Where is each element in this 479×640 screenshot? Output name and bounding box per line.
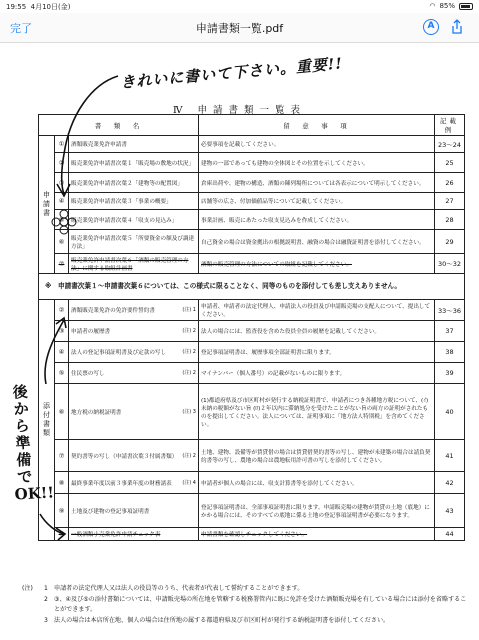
wifi-icon: ◠ [429, 2, 436, 10]
header-name: 書 類 名 [39, 115, 199, 136]
row-page: 23～24 [435, 136, 465, 153]
table-row [39, 153, 465, 173]
row-notes: 必要事項を記載してください。 [199, 136, 435, 153]
row-page: 38 [435, 342, 465, 363]
row-name: 酒類販売業免許の免許要件誓約書 (注) 1 [69, 300, 199, 321]
row-page: 40 [435, 384, 465, 440]
battery-percent: 85% [439, 2, 455, 10]
row-page: 33～36 [435, 300, 465, 321]
row-number: ⑥ [55, 230, 69, 254]
row-notes: 申請者、申請者の法定代理人、申請法人の役員及び申請販売場の支配人について、提出してください。 [199, 300, 435, 321]
row-name: 酒類販売業免許申請書 [69, 136, 199, 153]
share-icon[interactable] [449, 19, 465, 35]
footnote-item [22, 616, 467, 627]
row-page: 25 [435, 153, 465, 173]
row-page: 26 [435, 173, 465, 193]
footnotes [22, 584, 467, 626]
row-name: 住民票の写し (注) 2 [69, 363, 199, 384]
category-application: 申請書 [39, 136, 55, 274]
footnote-number: 2 [44, 595, 48, 603]
row-notes: 登記事項証明書は、履歴事項全部証明書に限ります。 [199, 342, 435, 363]
table-row [39, 136, 465, 153]
row-name: 地方税の納税証明書 (注) 3 [69, 384, 199, 440]
table-title: Ⅳ 申請書類一覧表 [172, 105, 306, 116]
navigation-bar [0, 13, 479, 43]
document-title: 申請書類一覧.pdf [195, 22, 284, 35]
row-page: 39 [435, 363, 465, 384]
footnote-text: 法人の場合は本店所在地、個人の場合は住所地の属する都道府県及び市区町村が発行する納税証明書を添付してください。 [54, 616, 390, 624]
row-notes: 酒類の販売管理の方法についての取組を記載してください。 [199, 254, 435, 274]
row-notes: 倉庫出荷や、建物の構造、酒類の陳列場所については各表示について明示してください。 [199, 173, 435, 193]
row-notes: 事業計画、販売にあたった収支見込みを作成してください。 [199, 210, 435, 230]
footnote-text: ③、④及び⑤の添付書類については、申請販売場の所在地を管轄する税務署管内に既に免許を受けた酒類販売場を有している場合には添付を省略することができます。 [54, 595, 467, 613]
row-number: ② [55, 153, 69, 173]
row-notes: 店舗等の広さ、付加価値品等について記載してください。 [199, 193, 435, 210]
row-name: 販売業免許申請書次葉３「事業の概要」 [69, 193, 199, 210]
row-notes: 申請者が個人の場合には、収支計算書等を添付してください。 [199, 472, 435, 494]
category-attached: 添付書類 [39, 300, 55, 541]
table-row [39, 384, 465, 440]
row-name: 販売業免許申請書次葉４「収支の見込み」 [69, 210, 199, 230]
row-name: 最終事業年度以前３事業年度の財務諸表 (注) 4 [69, 472, 199, 494]
row-number: ③ [55, 173, 69, 193]
header-notes: 留 意 事 項 [199, 115, 435, 136]
row-notes: 登記事項証明書は、全部事項証明書に限ります。申請販売場の建物が賃貸の土地（底地）にかかる場合には、そのすべての底地に係る土地の登記事項証明書が必要になります。 [199, 494, 435, 528]
table-row [39, 440, 465, 472]
table-row [39, 528, 465, 541]
footnote-item [22, 595, 467, 616]
footnote-text: 申請者の法定代理人又は法人の役員等のうち、代表者が代表して誓約することができます。 [54, 585, 304, 592]
row-page: 28 [435, 210, 465, 230]
footnote-number: 3 [44, 616, 48, 624]
status-time: 19:55 4月10日(金) [6, 3, 71, 11]
handwritten-note-top: きれいに書いて下さい。重要!! [119, 54, 344, 92]
row-number: ③ [55, 321, 69, 342]
row-name: 一般酒類小売業免許申請チェック表 [69, 528, 199, 541]
notice-row [39, 274, 465, 300]
row-name: 販売業免許申請書次葉６「酒類の販売管理の方法」に関する取組計画書 [69, 254, 199, 274]
row-number: ⑩ [55, 528, 69, 541]
table-row [39, 494, 465, 528]
row-number: ⑤ [55, 210, 69, 230]
row-name: 契約書等の写し（申請書次葉３付属書類） (注) 2 [69, 440, 199, 472]
row-page: 37 [435, 321, 465, 342]
row-notes: (1)都道府県及び市区町村が発行する納税証明書で、申請者につき各種地方税について、(ｲ)未納の税額がない旨 (ﾛ)２年以内に滞納処分を受けたことがない旨の両方の証明がされたものを提出してください。法人については、証明事項に「地方法人特別税」を含めてください。 [199, 384, 435, 440]
row-number: ② [55, 300, 69, 321]
notice-text: ※ 申請書次葉１～申請書次葉６については、この様式に限ることなく、同等のものを添付しても差し支えありません。 [39, 274, 465, 300]
markup-icon[interactable]: A [423, 19, 439, 35]
row-number: ⑤ [55, 363, 69, 384]
table-row [39, 363, 465, 384]
row-number: ⑦ [55, 254, 69, 274]
table-row [39, 472, 465, 494]
table-row [39, 254, 465, 274]
row-notes: 建物の一部であっても建物の全体図とその位置を示してください。 [199, 153, 435, 173]
document-table [38, 114, 465, 541]
table-row [39, 342, 465, 363]
table-row [39, 210, 465, 230]
table-row [39, 173, 465, 193]
row-name: 販売業免許申請書次葉２「建物等の配置図」 [69, 173, 199, 193]
pdf-page[interactable] [0, 44, 479, 640]
done-button[interactable]: 完了 [10, 22, 32, 35]
row-page: 30～32 [435, 254, 465, 274]
row-name: 申請者の履歴書 (注) 2 [69, 321, 199, 342]
row-number: ⑥ [55, 384, 69, 440]
table-row [39, 230, 465, 254]
row-number: ⑨ [55, 494, 69, 528]
row-page: 41 [435, 440, 465, 472]
status-bar [0, 0, 479, 12]
header-page: 記載例 [435, 115, 465, 136]
row-notes: 土地、建物、設備等が賃貸借の場合は賃貸借契約書等の写し、建物が未建築の場合は請負契約書等の写し、農地の場合は農地転用許可書の写しを添付してください。 [199, 440, 435, 472]
row-number: ⑧ [55, 472, 69, 494]
row-page: 27 [435, 193, 465, 210]
row-number: ④ [55, 193, 69, 210]
row-page: 29 [435, 230, 465, 254]
handwritten-note-side: 後から準備でOK!! [12, 382, 55, 504]
row-name: 土地及び建物の登記事項証明書 [69, 494, 199, 528]
document-content [8, 44, 471, 640]
table-row [39, 321, 465, 342]
table-row [39, 300, 465, 321]
row-name: 販売業免許申請書次葉５「所要資金の額及び調達方法」 [69, 230, 199, 254]
row-page: 43 [435, 494, 465, 528]
table-header-row [39, 115, 465, 136]
row-notes: 法人の場合には、監査役を含めた役員全員の履歴を記載してください。 [199, 321, 435, 342]
battery-icon [459, 3, 473, 10]
row-number: ① [55, 136, 69, 153]
row-name: 法人の登記事項証明書及び定款の写し (注) 2 [69, 342, 199, 363]
row-name: 販売業免許申請書次葉１「販売場の敷地の状況」 [69, 153, 199, 173]
row-notes: 自己資金の場合は資金拠出の根拠説明書、融資の場合は融資証明書を添付してください。 [199, 230, 435, 254]
row-notes: マイナンバー（個人番号）の記載がないものに限ります。 [199, 363, 435, 384]
row-page: 42 [435, 472, 465, 494]
row-number: ⑦ [55, 440, 69, 472]
table-row [39, 193, 465, 210]
row-notes: 申請書類を確認しチェックしてください。 [199, 528, 435, 541]
row-number: ④ [55, 342, 69, 363]
footnote-item [22, 584, 467, 595]
status-right [429, 2, 473, 10]
row-page: 44 [435, 528, 465, 541]
footnote-number: 1 [44, 585, 48, 592]
footnote-label: (注) [22, 585, 33, 592]
